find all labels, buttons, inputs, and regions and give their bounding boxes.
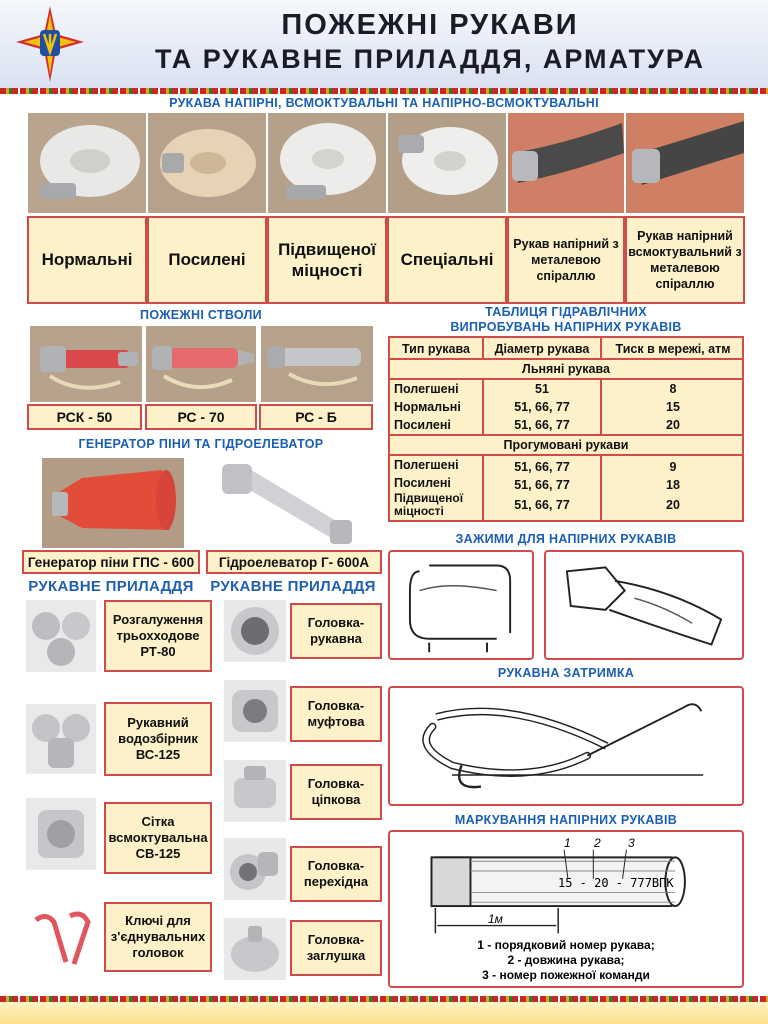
water-collector-photo [26, 704, 96, 774]
hydraulic-test-table [388, 336, 744, 522]
table-title-line1: ТАБЛИЦЯ ГІДРАВЛІЧНИХ [485, 305, 647, 319]
nozzle-rsb-photo [261, 326, 373, 402]
hose-head-photo [224, 600, 286, 662]
bottom-band [0, 1002, 768, 1024]
table-cell: 51, 66, 77 [514, 460, 570, 474]
marking-number-3: 3 [628, 836, 635, 850]
three-way-splitter-label: Розгалуження трьохходове РТ-80 [104, 600, 212, 672]
hose-special-photo [388, 113, 506, 213]
marking-legend-2: 2 - довжина рукава; [507, 953, 625, 967]
table-cell: 9 [669, 460, 677, 474]
table-divider [390, 378, 742, 380]
table-cell: 51, 66, 77 [514, 498, 570, 512]
coupling-head-label: Головка-муфтова [290, 686, 382, 742]
page-title-line1: ПОЖЕЖНІ РУКАВИ [281, 9, 579, 41]
coupling-keys-photo [26, 906, 96, 972]
coupling-keys-label: Ключі для з'єднувальних головок [104, 902, 212, 972]
nozzles-section-title: ПОЖЕЖНІ СТВОЛИ [140, 308, 262, 322]
table-cell: 20 [666, 498, 680, 512]
three-way-splitter-photo [26, 600, 96, 672]
hose-normal-photo [28, 113, 146, 213]
table-cell: 15 [666, 400, 680, 414]
suction-strainer-photo [26, 798, 96, 870]
table-divider [482, 378, 484, 434]
hose-type-spiral-pressure: Рукав напірний з металевою спіраллю [507, 216, 625, 304]
nozzle-rs70-label: РС - 70 [145, 404, 257, 430]
hose-head-label: Головка-рукавна [290, 603, 382, 659]
foam-generator-photo [42, 458, 184, 548]
accessories-right-title: РУКАВНЕ ПРИЛАДДЯ [210, 578, 376, 595]
hose-spiral-pressure-photo [508, 113, 624, 213]
cap-head-label: Головка-заглушка [290, 920, 382, 976]
hose-type-special: Спеціальні [387, 216, 507, 304]
hose-type-high-strength: Підвищеної міцності [267, 216, 387, 304]
table-divider [390, 454, 742, 456]
adapter-head-label: Головка-перехідна [290, 846, 382, 902]
table-divider [600, 338, 602, 358]
table-divider [482, 454, 484, 520]
table-header-diameter: Діаметр рукава [494, 342, 590, 356]
table-cell: 8 [669, 382, 677, 396]
table-divider [482, 338, 484, 358]
foam-section-title: ГЕНЕРАТОР ПІНИ ТА ГІДРОЕЛЕВАТОР [78, 437, 324, 451]
water-collector-label: Рукавний водозбірник ВС-125 [104, 702, 212, 776]
table-cell: 20 [666, 418, 680, 432]
pin-head-label: Головка-ціпкова [290, 764, 382, 820]
hose-high-strength-photo [268, 113, 386, 213]
coat-of-arms-emblem [14, 4, 86, 84]
table-cell: Підвищеної міцності [394, 491, 464, 518]
table-cell: 18 [666, 478, 680, 492]
hose-spiral-suction-photo [626, 113, 744, 213]
table-header-pressure: Тиск в мережі, атм [615, 342, 731, 356]
hose-type-normal: Нормальні [27, 216, 147, 304]
table-header-type: Тип рукава [402, 342, 470, 356]
nozzle-rsk50-label: РСК - 50 [27, 404, 142, 430]
hose-type-reinforced: Посилені [147, 216, 267, 304]
foam-generator-label: Генератор піни ГПС - 600 [22, 550, 200, 574]
cap-head-photo [224, 918, 286, 980]
table-divider [600, 454, 602, 520]
accessories-left-title: РУКАВНЕ ПРИЛАДДЯ [28, 578, 194, 595]
hydroelevator-label: Гідроелеватор Г- 600А [206, 550, 382, 574]
marking-length: 1м [488, 912, 503, 926]
nozzle-rs70-photo [146, 326, 256, 402]
hose-reinforced-photo [148, 113, 266, 213]
marking-legend-1: 1 - порядковий номер рукава; [477, 938, 655, 952]
table-cell: Нормальні [394, 400, 461, 414]
marking-legend [390, 938, 742, 983]
table-cell: Полегшені [394, 382, 459, 396]
clamp-drawing-2 [544, 550, 744, 660]
table-cell: Посилені [394, 418, 451, 432]
clamps-section-title: ЗАЖИМИ ДЛЯ НАПІРНИХ РУКАВІВ [455, 532, 677, 546]
table-divider [390, 358, 742, 360]
ornament-border-top [0, 88, 768, 94]
table-cell: Посилені [394, 476, 451, 490]
retainer-section-title: РУКАВНА ЗАТРИМКА [497, 666, 635, 680]
hoses-section-title: РУКАВА НАПІРНІ, ВСМОКТУВАЛЬНІ ТА НАПІРНО-ВСМОКТУВАЛЬНІ [169, 96, 599, 110]
table-divider [600, 378, 602, 434]
suction-strainer-label: Сітка всмоктувальна СВ-125 [104, 802, 212, 874]
table-cell: 51, 66, 77 [514, 418, 570, 432]
marking-number-1: 1 [564, 836, 571, 850]
retainer-drawing [388, 686, 744, 806]
table-cell: 51, 66, 77 [514, 478, 570, 492]
marking-legend-3: 3 - номер пожежної команди [482, 968, 650, 982]
nozzle-rsk50-photo [30, 326, 142, 402]
pin-head-photo [224, 760, 286, 822]
table-group-linen: Льняні рукава [522, 362, 610, 376]
page-title-line2: ТА РУКАВНЕ ПРИЛАДДЯ, АРМАТУРА [154, 44, 706, 74]
marking-section-title: МАРКУВАННЯ НАПІРНИХ РУКАВІВ [454, 813, 678, 827]
hose-type-spiral-suction: Рукав напірний всмоктувальний з металевою спіраллю [625, 216, 745, 304]
nozzle-rsb-label: РС - Б [259, 404, 373, 430]
table-cell: 51 [535, 382, 549, 396]
coupling-head-photo [224, 680, 286, 742]
marking-number-2: 2 [594, 836, 601, 850]
table-cell: Полегшені [394, 458, 459, 472]
clamp-drawing-1 [388, 550, 534, 660]
table-cell: 51, 66, 77 [514, 400, 570, 414]
hydroelevator-photo [218, 458, 360, 548]
table-title-line2: ВИПРОБУВАНЬ НАПІРНИХ РУКАВІВ [450, 320, 682, 334]
table-divider [390, 434, 742, 436]
table-group-rubberized: Прогумовані рукави [503, 438, 629, 452]
marking-diagram [388, 830, 744, 988]
adapter-head-photo [224, 838, 286, 900]
marking-code: 15 - 20 - 777ВПК [558, 876, 674, 890]
